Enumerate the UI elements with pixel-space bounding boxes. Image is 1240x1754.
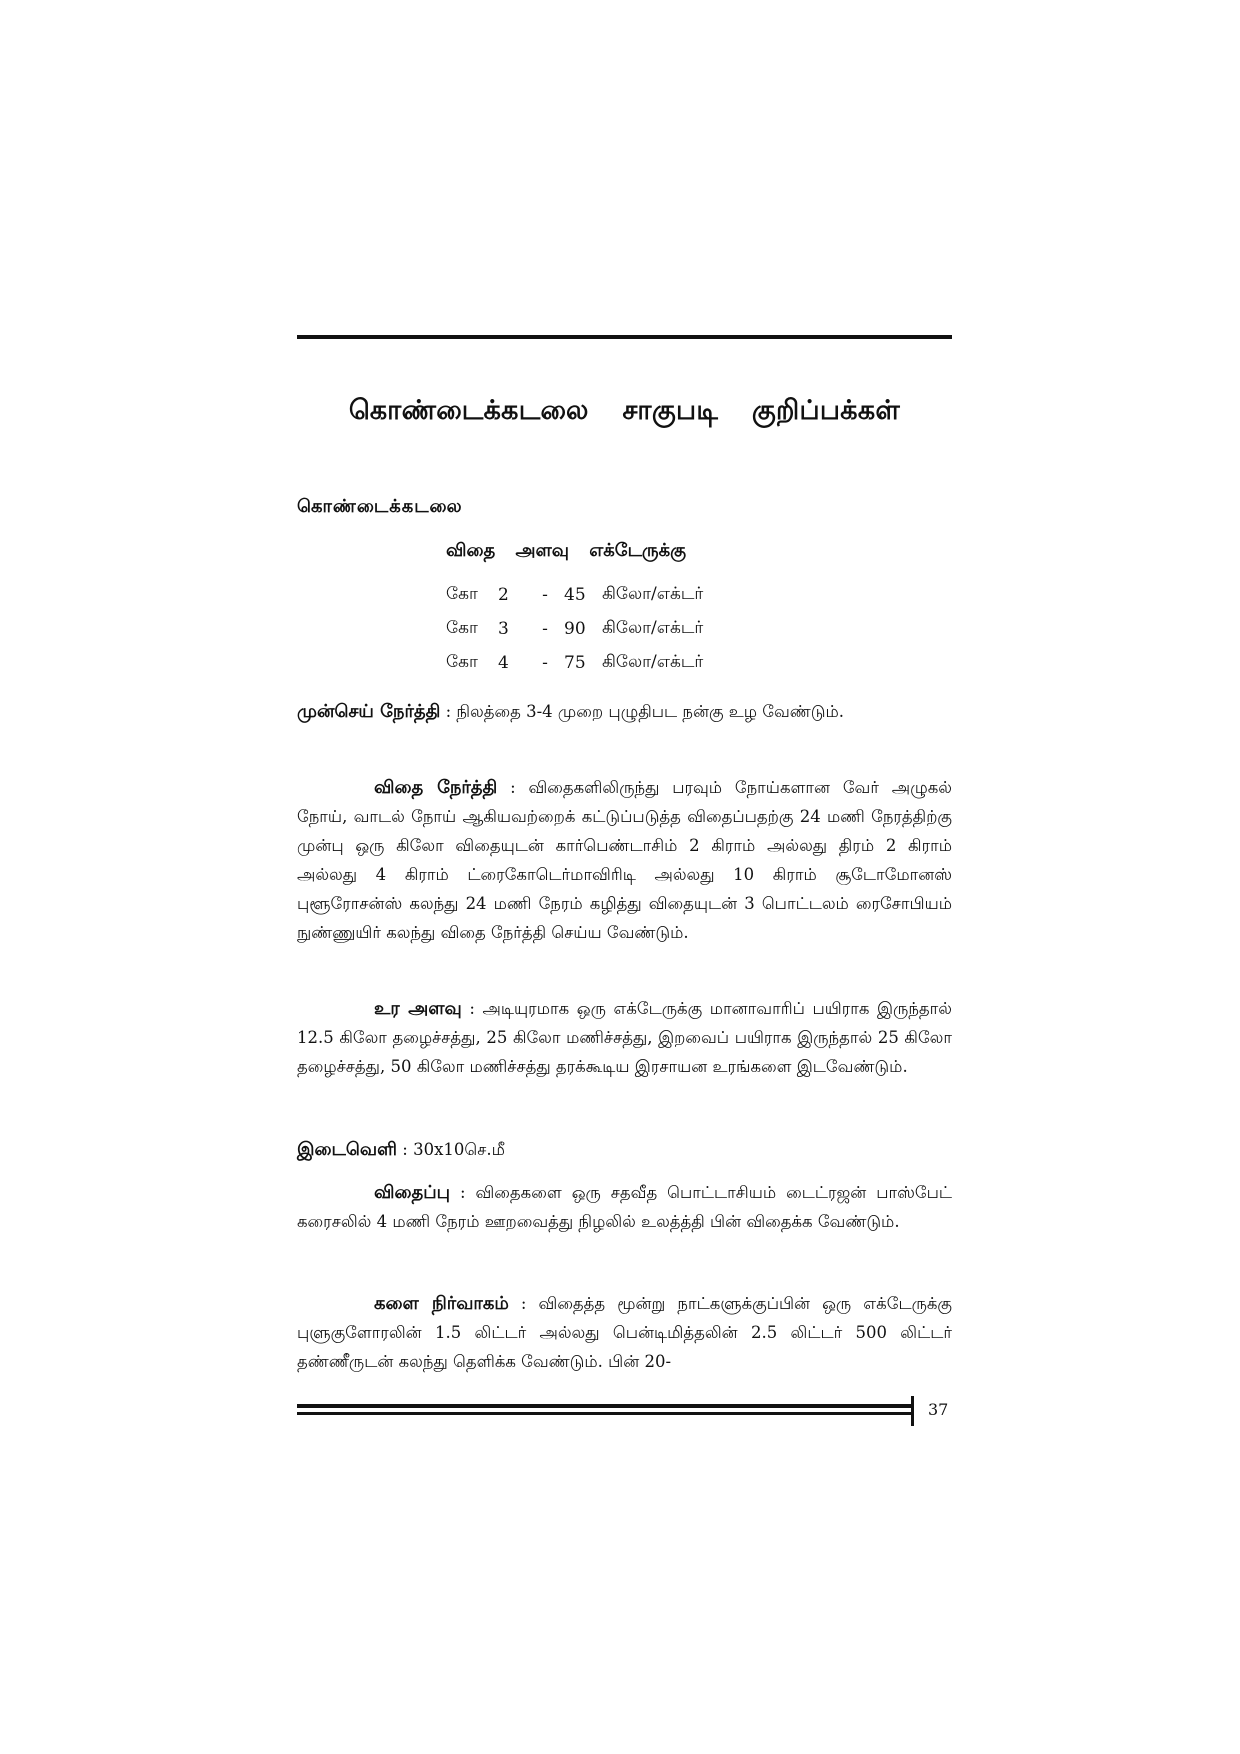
seed-unit: கிலோ/எக்டர் [602, 652, 704, 672]
footer-rule [297, 1404, 911, 1408]
section-heading: முன்செய் நேர்த்தி [297, 701, 441, 722]
page-title: கொண்டைக்கடலை சாகுபடி குறிப்பக்கள் [348, 395, 901, 426]
variety-name: கோ [446, 652, 478, 672]
variety-number: 3 [498, 619, 509, 639]
section-heading: விதை நேர்த்தி [374, 777, 498, 798]
crop-label: கொண்டைக்கடலை [297, 496, 463, 517]
section-separator: : [450, 1183, 476, 1202]
seed-rate-table [446, 578, 703, 680]
section-heading: உர அளவு [374, 998, 462, 1019]
section-body: நிலத்தை 3-4 முறை புழுதிபட நன்கு உழ வேண்டும். [456, 702, 845, 721]
seed-rate-row [446, 612, 703, 646]
seed-rate-row [446, 578, 703, 612]
variety-name: கோ [446, 584, 478, 604]
variety-name: கோ [446, 618, 478, 638]
top-rule [297, 335, 952, 339]
section-body: 30x10செ.மீ [413, 1140, 505, 1159]
section-separator: : [461, 999, 483, 1018]
section-separator: : [440, 702, 457, 721]
section-fertilizer [297, 994, 952, 1081]
variety-number: 4 [498, 653, 509, 673]
section-heading: இடைவெளி [297, 1139, 398, 1160]
section-weed-management [297, 1289, 952, 1376]
seed-rate-row [446, 646, 703, 680]
page-number: 37 [928, 1400, 949, 1419]
section-separator: : [508, 1294, 539, 1313]
seed-quantity: 75 [564, 653, 586, 673]
seed-rate-header: விதை அளவு எக்டேருக்கு [446, 540, 686, 561]
section-separator: : [397, 1140, 414, 1159]
seed-quantity: 45 [564, 585, 586, 605]
section-body: அடியுரமாக ஒரு எக்டேருக்கு மானாவாரிப் பயிராக இருந்தால் 12.5 கிலோ தழைச்சத்து, 25 கிலோ மணிச்சத்து, இறவைப் பயிராக இருந்தால் 25 கிலோ தழைச்சத்து, 50 கிலோ மணிச்சத்து தரக்கூடிய இரசாயன உரங்களை இடவேண்டும். [297, 999, 953, 1076]
section-separator: : [497, 778, 529, 797]
footer-rule [297, 1412, 911, 1415]
section-body: விதைத்த மூன்று நாட்களுக்குப்பின் ஒரு எக்டேருக்கு புளுகுளோரலின் 1.5 லிட்டர் அல்லது பென்டிமித்தலின் 2.5 லிட்டர் 500 லிட்டர் தண்ணீருடன் கலந்து தெளிக்க வேண்டும். பின் 20- [297, 1294, 952, 1371]
seed-unit: கிலோ/எக்டர் [602, 584, 704, 604]
variety-number: 2 [498, 585, 509, 605]
section-land-preparation [297, 697, 952, 726]
section-spacing [297, 1135, 952, 1164]
section-heading: விதைப்பு [374, 1182, 451, 1203]
seed-unit: கிலோ/எக்டர் [602, 618, 704, 638]
seed-quantity: 90 [564, 619, 586, 639]
footer-divider [911, 1396, 914, 1426]
section-seed-treatment [297, 773, 952, 947]
row-dash: - [542, 585, 548, 605]
section-body: விதைகளை ஒரு சதவீத பொட்டாசியம் டைட்ரஜன் பாஸ்பேட் கரைசலில் 4 மணி நேரம் ஊறவைத்து நிழலில் உலத்த்தி பின் விதைக்க வேண்டும். [297, 1183, 952, 1231]
row-dash: - [542, 619, 548, 639]
section-body: விதைகளிலிருந்து பரவும் நோய்களான வேர் அழுகல் நோய், வாடல் நோய் ஆகியவற்றைக் கட்டுப்படுத்த விதைப்பதற்கு 24 மணி நேரத்திற்கு முன்பு ஒரு கிலோ விதையுடன் கார்பெண்டாசிம் 2 கிராம் அல்லது திரம் 2 கிராம் அல்லது 4 கிராம் ட்ரைகோடெர்மாவிரிடி அல்லது 10 கிராம் சூடோமோனஸ் புளூரோசன்ஸ் கலந்து 24 மணி நேரம் கழித்து விதையுடன் 3 பொட்டலம் ரைசோபியம் நுண்ணுயிர் கலந்து விதை நேர்த்தி செய்ய வேண்டும். [297, 778, 952, 942]
section-sowing [297, 1178, 952, 1236]
row-dash: - [542, 653, 548, 673]
section-heading: களை நிர்வாகம் [374, 1293, 509, 1314]
